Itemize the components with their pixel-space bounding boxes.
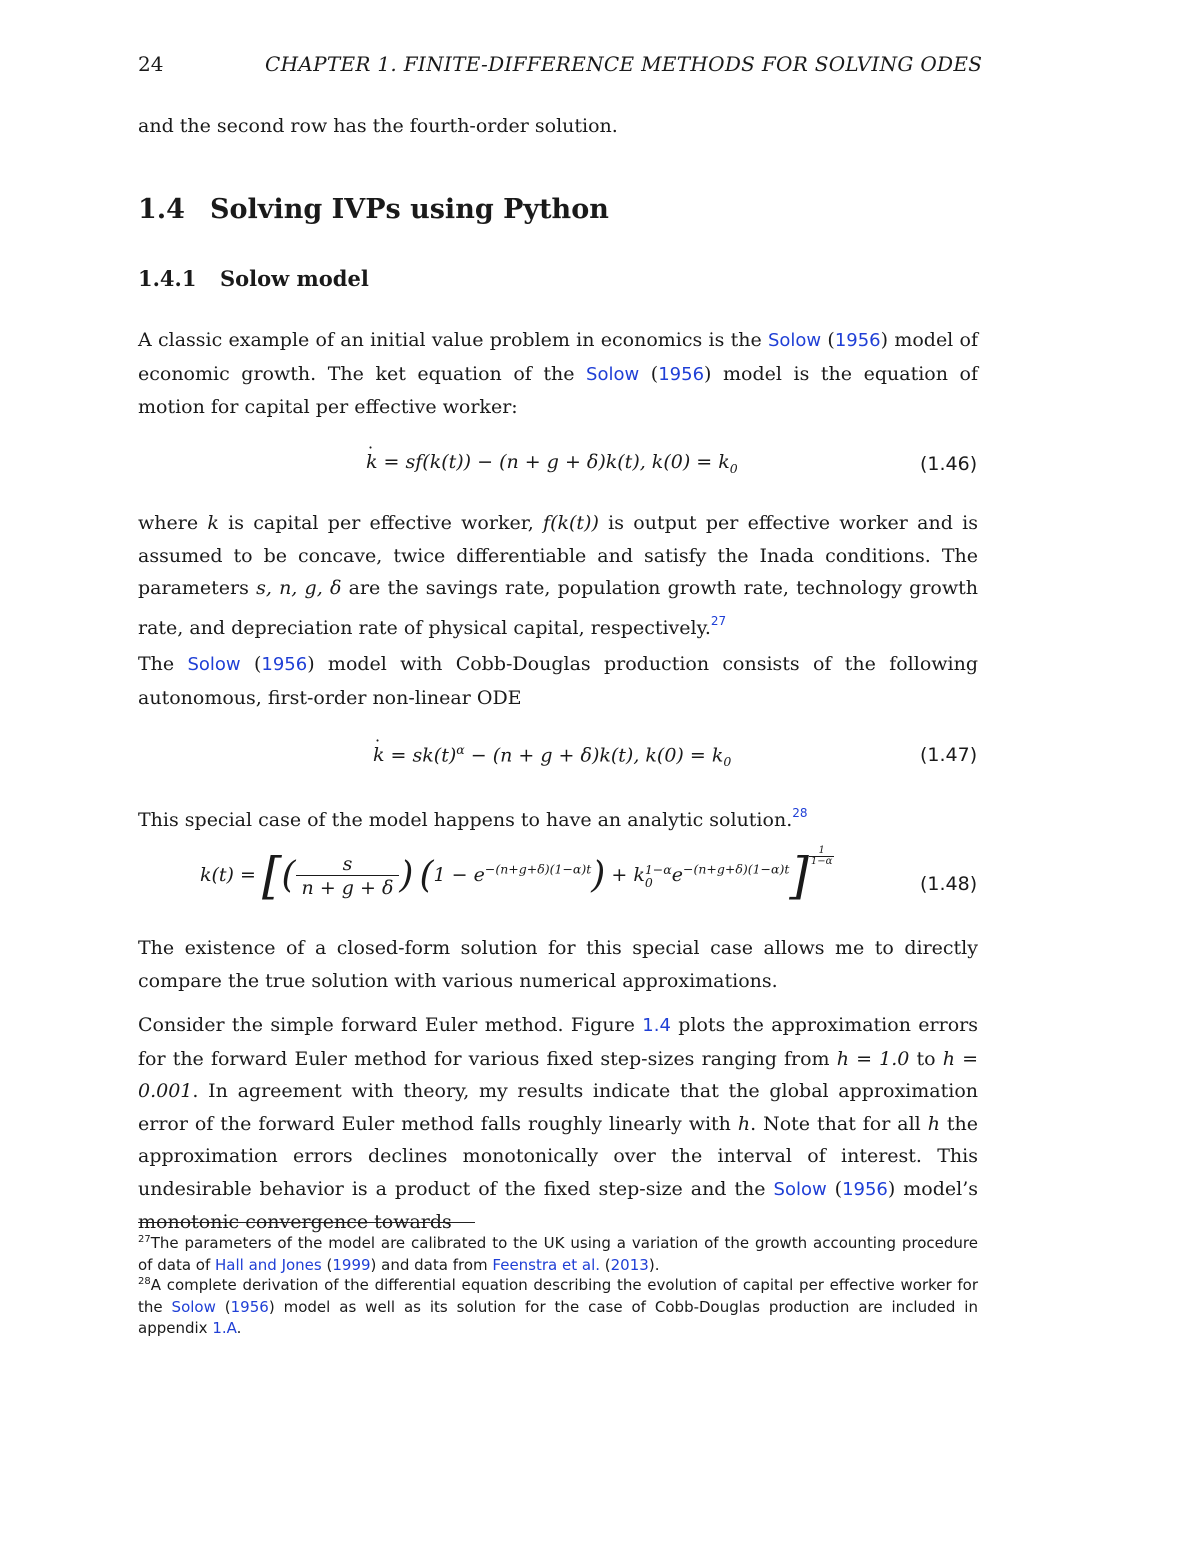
text-run: the approximation errors declines monotonically over the interval of interest. This undesirable behavior is a product of the fixed step-size and the <box>138 1112 978 1200</box>
equation-text: 1 − e <box>433 864 485 886</box>
subsection-title: Solow model <box>220 266 369 291</box>
citation-link[interactable]: Solow <box>187 654 241 675</box>
citation-link[interactable]: Solow <box>767 330 822 351</box>
paragraph-3: The Solow (1956) model with Cobb-Douglas production consists of the following autonomous, first-order non-linear ODE <box>138 653 978 709</box>
citation-year-link[interactable]: 1956 <box>230 1297 269 1316</box>
footnote-rule <box>138 1222 475 1223</box>
math-inline: h = 0.001 <box>138 1047 979 1102</box>
appendix-ref-link[interactable]: 1.A <box>212 1319 237 1337</box>
text-run: model as well as its solution for the case of Cobb-Douglas production are included in appendix <box>138 1297 978 1337</box>
subscript: 0 <box>723 754 732 770</box>
math-inline: s, n, g, δ <box>256 577 342 599</box>
equation-text: = sk(t) <box>384 744 457 767</box>
text-run: model is the equation of motion for capital per effective worker: <box>138 362 978 418</box>
left-bracket: [ <box>261 847 282 905</box>
exponent: −(n+g+δ)(1−α)t <box>484 861 592 877</box>
text-run: and data from <box>376 1255 493 1274</box>
paragraph-2 <box>138 507 978 644</box>
equation-1-46 <box>366 451 738 476</box>
paragraph-6: Consider the simple forward Euler method. Figure 1.4 plots the approximation errors for the forward Euler method for various fixed step-sizes ranging from h = 1.0 to h = 0.001. In agreement with theory, my results indicate that the global approximation error of the forward Euler method falls roughly linearly with h. Note that for all h the approximation errors declines monotonically over the interval of interest. This undesirable behavior is a product of the fixed step-size and the Solow (1956) model’s monotonic convergence towards <box>138 1014 979 1233</box>
citation-link[interactable]: Hall and Jones <box>215 1255 322 1274</box>
exponent-denominator: 1−α <box>810 856 833 867</box>
text-run: model’s monotonic convergence towards <box>138 1177 979 1233</box>
citation-year-link[interactable]: 1956 <box>834 330 881 351</box>
equation-number: (1.48) <box>920 873 978 895</box>
paragraph-4 <box>138 797 978 837</box>
text-run: model of economic growth. The ket equation of the <box>138 329 978 385</box>
section-number: 1.4 <box>138 194 185 225</box>
left-paren: ( <box>419 855 434 896</box>
citation-link[interactable]: Solow <box>773 1178 827 1200</box>
text-run: . <box>654 1255 660 1274</box>
equation-number: (1.47) <box>920 744 978 766</box>
text-run: plots the approximation errors for the forward Euler method for various fixed step-sizes ranging from <box>138 1014 978 1070</box>
footnote-mark: 27 <box>138 1234 151 1245</box>
math-inline: h <box>737 1112 751 1135</box>
superscript: 1−α <box>644 862 672 877</box>
citation-year-link[interactable]: 1956 <box>261 654 308 675</box>
numerator: s <box>296 853 400 876</box>
fraction <box>296 853 400 900</box>
superscript: α <box>456 742 465 757</box>
math-inline: h = 1.0 <box>836 1047 910 1070</box>
text-run: model with Cobb-Douglas production consists of the following autonomous, first-order non-linear ODE <box>138 653 978 709</box>
text-run: where <box>138 512 208 534</box>
equation-text: e <box>671 864 683 886</box>
citation-year-link[interactable]: 1956 <box>658 363 705 385</box>
text-run: are the savings rate, population growth rate, technology growth rate, and depreciation rate of physical capital, respectively. <box>138 577 978 639</box>
k0-scripts <box>645 863 672 889</box>
text-run: The parameters of the model are calibrated to the UK using a variation of the growth accounting procedure of data of <box>138 1234 978 1274</box>
text-run: The <box>138 653 188 675</box>
right-paren: ) <box>591 855 606 896</box>
equation-1-48 <box>200 845 834 905</box>
outer-exponent <box>809 846 835 867</box>
text-run: is capital per effective worker, <box>218 512 544 534</box>
text-run: . <box>236 1319 242 1337</box>
left-paren: ( <box>281 855 296 896</box>
right-paren: ) <box>399 855 414 896</box>
subsection-number: 1.4.1 <box>138 266 197 291</box>
text-run: is output per effective worker and is assumed to be concave, twice differentiable and satisfy the Inada conditions. The parameters <box>138 512 978 599</box>
subsection-heading <box>138 266 369 291</box>
footnote-28: $^{28}$A complete derivation of the differential equation describing the evolution of capital per effective worker for the Solow (1956) model as well as its solution for the case of Cobb-Douglas production are included in appendix 1.A. <box>138 1276 978 1337</box>
text-run: This special case of the model happens to have an analytic solution. <box>138 809 793 831</box>
text-run: A complete derivation of the differential equation describing the evolution of capital per effective worker for the <box>138 1276 978 1316</box>
citation-year-link[interactable]: 1956 <box>842 1178 888 1200</box>
citation-year-link[interactable]: 1999 <box>332 1255 371 1274</box>
math-inline: f(k(t)) <box>543 512 599 534</box>
text-run: . In agreement with theory, my results indicate that the global approximation error of the forward Euler method falls roughly linearly with <box>138 1080 978 1135</box>
intro-line: and the second row has the fourth-order solution. <box>138 115 618 137</box>
citation-link[interactable]: Feenstra et al. <box>492 1255 601 1274</box>
subscript: 0 <box>729 460 738 476</box>
running-header: CHAPTER 1. FINITE-DIFFERENCE METHODS FOR SOLVING ODES <box>265 52 983 76</box>
exponent-numerator: 1 <box>809 846 835 857</box>
subscript: 0 <box>644 875 653 890</box>
citation-link[interactable]: Solow <box>586 363 640 385</box>
footnote-mark: 28 <box>138 1276 151 1287</box>
right-bracket: ] <box>789 847 809 905</box>
citation-link[interactable]: Solow <box>171 1297 216 1316</box>
equation-text: − (n + g + δ)k(t), k(0) = k <box>464 744 724 767</box>
footnote-ref-27[interactable]: 27 <box>710 613 727 628</box>
text-run: to <box>909 1047 943 1070</box>
text-run: . Note that for all <box>750 1112 928 1135</box>
denominator: n + g + δ <box>301 876 394 899</box>
exponent: −(n+g+δ)(1−α)t <box>682 861 790 877</box>
section-heading <box>138 194 609 225</box>
equation-1-47 <box>373 742 731 769</box>
paragraph-5: The existence of a closed-form solution for this special case allows me to directly compare the true solution with various numerical approximations. <box>138 937 978 992</box>
equation-number: (1.46) <box>920 453 978 475</box>
k-dot-symbol: · k <box>373 744 385 766</box>
citation-year-link[interactable]: 2013 <box>610 1255 649 1274</box>
text-run: Consider the simple forward Euler method. Figure <box>138 1014 643 1036</box>
figure-ref-link[interactable]: 1.4 <box>642 1015 671 1036</box>
paragraph-1: A classic example of an initial value problem in economics is the Solow (1956) model of economic growth. The ket equation of the Solow (1956) model is the equation of motion for capital per effective worker: <box>138 329 978 418</box>
section-title: Solving IVPs using Python <box>210 194 609 225</box>
footnote-27: $^{27}$The parameters of the model are calibrated to the UK using a variation of the growth accounting procedure of data of Hall and Jones (1999) and data from Feenstra et al. (2013). <box>138 1234 978 1274</box>
equation-text: = sf(k(t)) − (n + g + δ)k(t), k(0) = k <box>377 451 730 473</box>
text-run: A classic example of an initial value problem in economics is the <box>138 329 768 351</box>
math-inline: k <box>207 512 219 534</box>
equation-text: + k <box>605 864 645 886</box>
footnote-ref-28[interactable]: 28 <box>792 806 808 820</box>
equation-text: k(t) = <box>200 864 256 886</box>
k-dot-symbol: · k <box>366 451 378 473</box>
math-inline: h <box>927 1112 940 1135</box>
page-number: 24 <box>138 52 164 76</box>
